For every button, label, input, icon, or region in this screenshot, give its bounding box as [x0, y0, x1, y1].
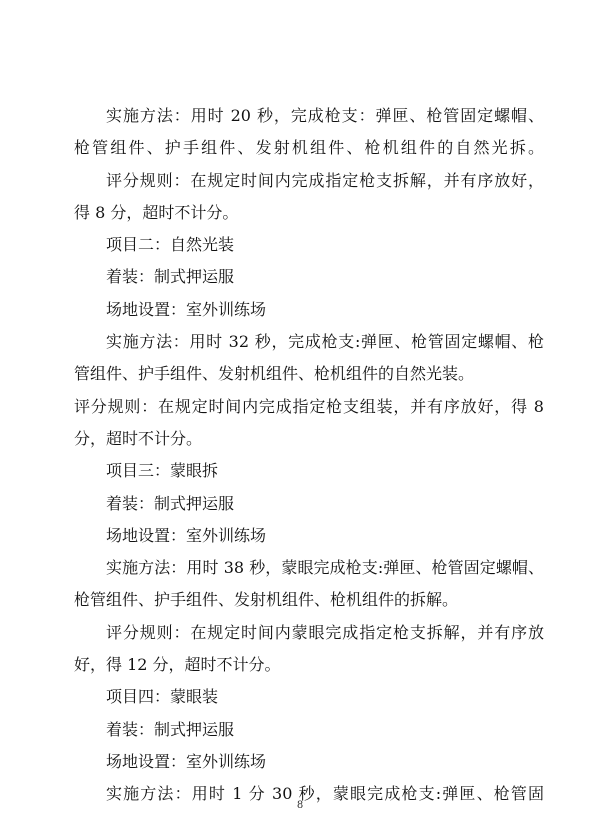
paragraph-line: 管组件、护手组件、发射机组件、枪机组件的自然光装。 — [74, 364, 475, 384]
paragraph-line: 场地设置：室外训练场 — [106, 525, 267, 545]
paragraph-line: 实施方法：用时 32 秒，完成枪支:弹匣、枪管固定螺帽、枪 — [106, 332, 544, 352]
paragraph-line: 实施方法：用时 1 分 30 秒，蒙眼完成枪支:弹匣、枪管固 — [106, 784, 544, 804]
paragraph-line: 评分规则：在规定时间内蒙眼完成指定枪支拆解，并有序放 — [106, 622, 544, 642]
page-number: 8 — [296, 800, 304, 811]
paragraph-line: 评分规则：在规定时间内完成指定枪支拆解，并有序放好， — [106, 170, 544, 190]
paragraph-line: 着装：制式押运服 — [106, 493, 235, 513]
paragraph-line: 实施方法：用时 20 秒，完成枪支：弹匣、枪管固定螺帽、 — [106, 106, 544, 125]
paragraph-line: 着装：制式押运服 — [106, 267, 235, 287]
section-heading: 项目四：蒙眼装 — [106, 687, 219, 707]
paragraph-line: 枪管组件、护手组件、发射机组件、枪机组件的自然光拆。 — [74, 138, 544, 158]
section-heading: 项目二：自然光装 — [106, 235, 235, 255]
section-heading: 项目三：蒙眼拆 — [106, 461, 219, 481]
paragraph-line: 得 8 分，超时不计分。 — [74, 202, 239, 222]
paragraph-line: 实施方法：用时 38 秒，蒙眼完成枪支:弹匣、枪管固定螺帽、 — [106, 558, 544, 578]
document-body — [74, 100, 544, 811]
paragraph-line: 枪管组件、护手组件、发射机组件、枪机组件的拆解。 — [74, 590, 459, 610]
paragraph-line: 评分规则：在规定时间内完成指定枪支组装，并有序放好，得 8 — [74, 396, 544, 416]
paragraph-line: 好，得 12 分，超时不计分。 — [74, 655, 281, 675]
paragraph-line: 分，超时不计分。 — [74, 428, 203, 448]
paragraph-line: 着装：制式押运服 — [106, 719, 235, 739]
paragraph-line: 场地设置：室外训练场 — [106, 299, 267, 319]
paragraph-line: 场地设置：室外训练场 — [106, 751, 267, 771]
